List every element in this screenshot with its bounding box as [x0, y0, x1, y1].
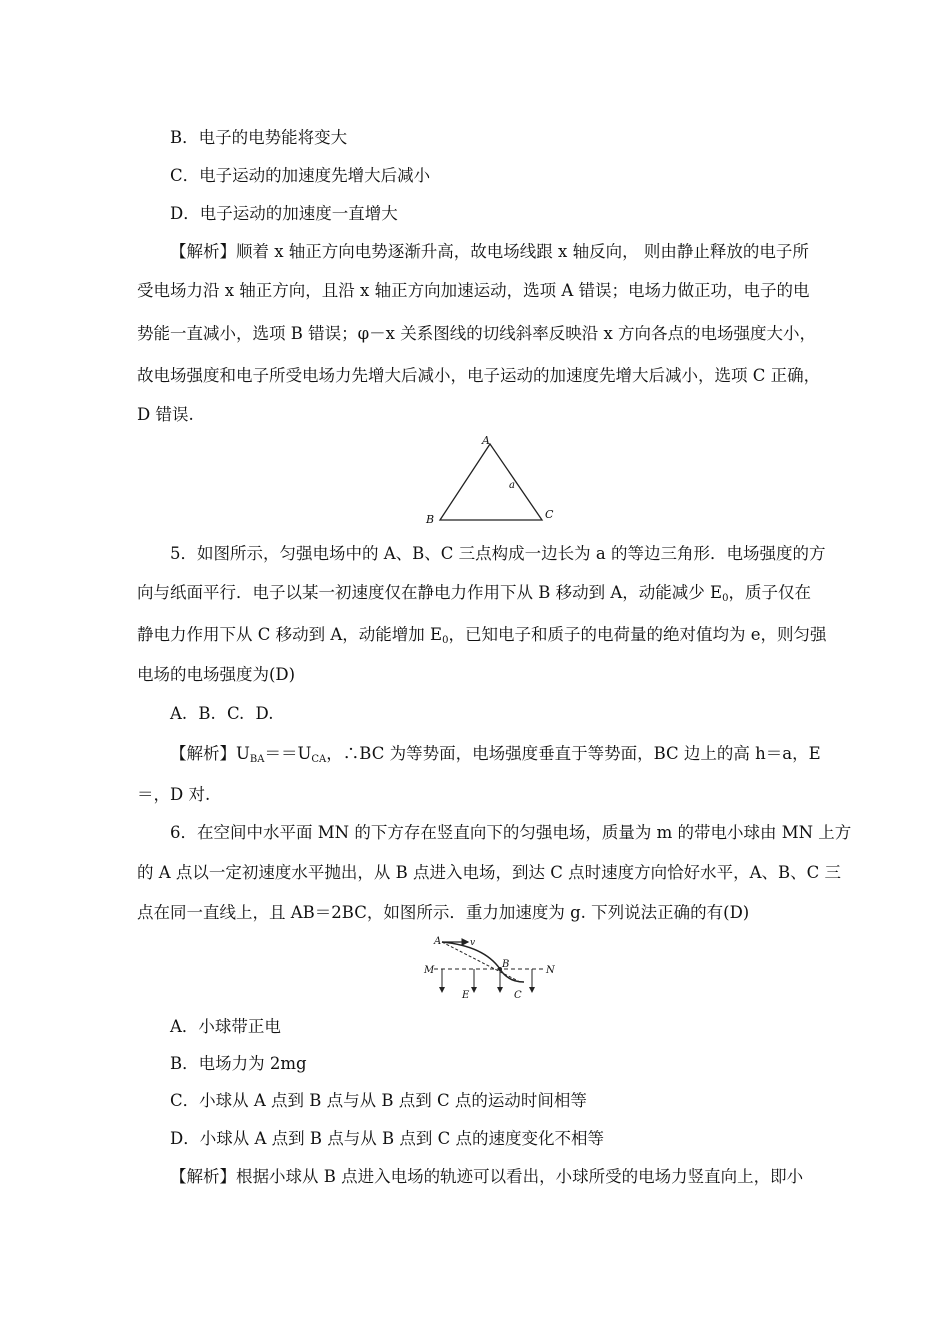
question-6-line-1: 6．在空间中水平面 MN 的下方存在竖直向下的匀强电场，质量为 m 的带电小球由 MN 上方 — [170, 823, 852, 842]
option-c-prev: C．电子运动的加速度先增大后减小 — [170, 166, 431, 185]
question-6-option-d: D．小球从 A 点到 B 点与从 B 点到 C 点的速度变化不相等 — [170, 1129, 604, 1148]
analysis-4-line-1: 【解析】顺着 x 轴正方向电势逐渐升高，故电场线跟 x 轴反向， 则由静止释放的电子所 — [170, 242, 809, 261]
question-5-line-3: 静电力作用下从 C 移动到 A，动能增加 $E_0$，已知电子和质子的电荷量的绝对值均为 e，则匀强 — [137, 625, 827, 646]
point-a-label: A — [434, 936, 442, 947]
vertex-b-label: B — [426, 513, 435, 526]
analysis-4-line-4: 故电场强度和电子所受电场力先增大后减小，电子运动的加速度先增大后减小，选项 C 正确， — [137, 366, 821, 385]
question-5-line-2: 向与纸面平行．电子以某一初速度仅在静电力作用下从 B 移动到 A，动能减少 $E_0$，质子仅在 — [137, 583, 811, 604]
question-5-line-4: 电场的电场强度为(D) — [137, 665, 296, 684]
triangle-figure — [420, 436, 570, 528]
n-label: N — [546, 965, 555, 976]
point-c-label: C — [514, 990, 522, 1001]
analysis-4-line-2: 受电场力沿 x 轴正方向，且沿 x 轴正方向加速运动，选项 A 错误；电场力做正功，电子的电 — [137, 281, 810, 300]
trajectory-figure — [420, 934, 560, 1002]
analysis-5-line-2: ＝，D 对. — [137, 785, 211, 804]
m-label: M — [424, 965, 435, 976]
point-b-label: B — [502, 959, 510, 970]
question-6-line-2: 的 A 点以一定初速度水平抛出，从 B 点进入电场，到达 C 点时速度方向恰好水平，A、B、C 三 — [137, 863, 842, 882]
analysis-5-line-1: 【解析】$U_{BA}==U_{CA}$，∴BC 为等势面，电场强度垂直于等势面，BC 边上的高 h＝a，E — [170, 744, 821, 765]
side-a-label: a — [509, 480, 515, 491]
option-d-prev: D．电子运动的加速度一直增大 — [170, 204, 398, 223]
vertex-c-label: C — [545, 508, 554, 521]
question-6-option-c: C．小球从 A 点到 B 点与从 B 点到 C 点的运动时间相等 — [170, 1091, 587, 1110]
question-6-line-3: 点在同一直线上，且 AB＝2BC，如图所示．重力加速度为 g. 下列说法正确的有(D) — [137, 903, 750, 922]
vertex-a-label: A — [482, 436, 490, 447]
analysis-6-line-1: 【解析】根据小球从 B 点进入电场的轨迹可以看出，小球所受的电场力竖直向上，即小 — [170, 1167, 804, 1186]
equilateral-triangle — [440, 444, 542, 520]
question-6-option-b: B．电场力为 2mg — [170, 1054, 307, 1073]
analysis-4-line-3: 势能一直减小，选项 B 错误；φ－x 关系图线的切线斜率反映沿 x 方向各点的电场强度大小， — [137, 324, 817, 343]
abc-dashed-line — [442, 942, 522, 983]
analysis-4-line-5: D 错误. — [137, 405, 194, 424]
option-b-prev: B．电子的电势能将变大 — [170, 128, 348, 147]
question-6-option-a: A．小球带正电 — [170, 1017, 281, 1036]
trajectory-curve — [442, 942, 524, 982]
question-5-line-1: 5．如图所示，匀强电场中的 A、B、C 三点构成一边长为 a 的等边三角形．电场强度的方 — [170, 544, 826, 563]
field-e-label: E — [462, 990, 470, 1001]
velocity-label: v — [470, 938, 476, 948]
question-5-options: A. B. C. D. — [170, 704, 274, 723]
